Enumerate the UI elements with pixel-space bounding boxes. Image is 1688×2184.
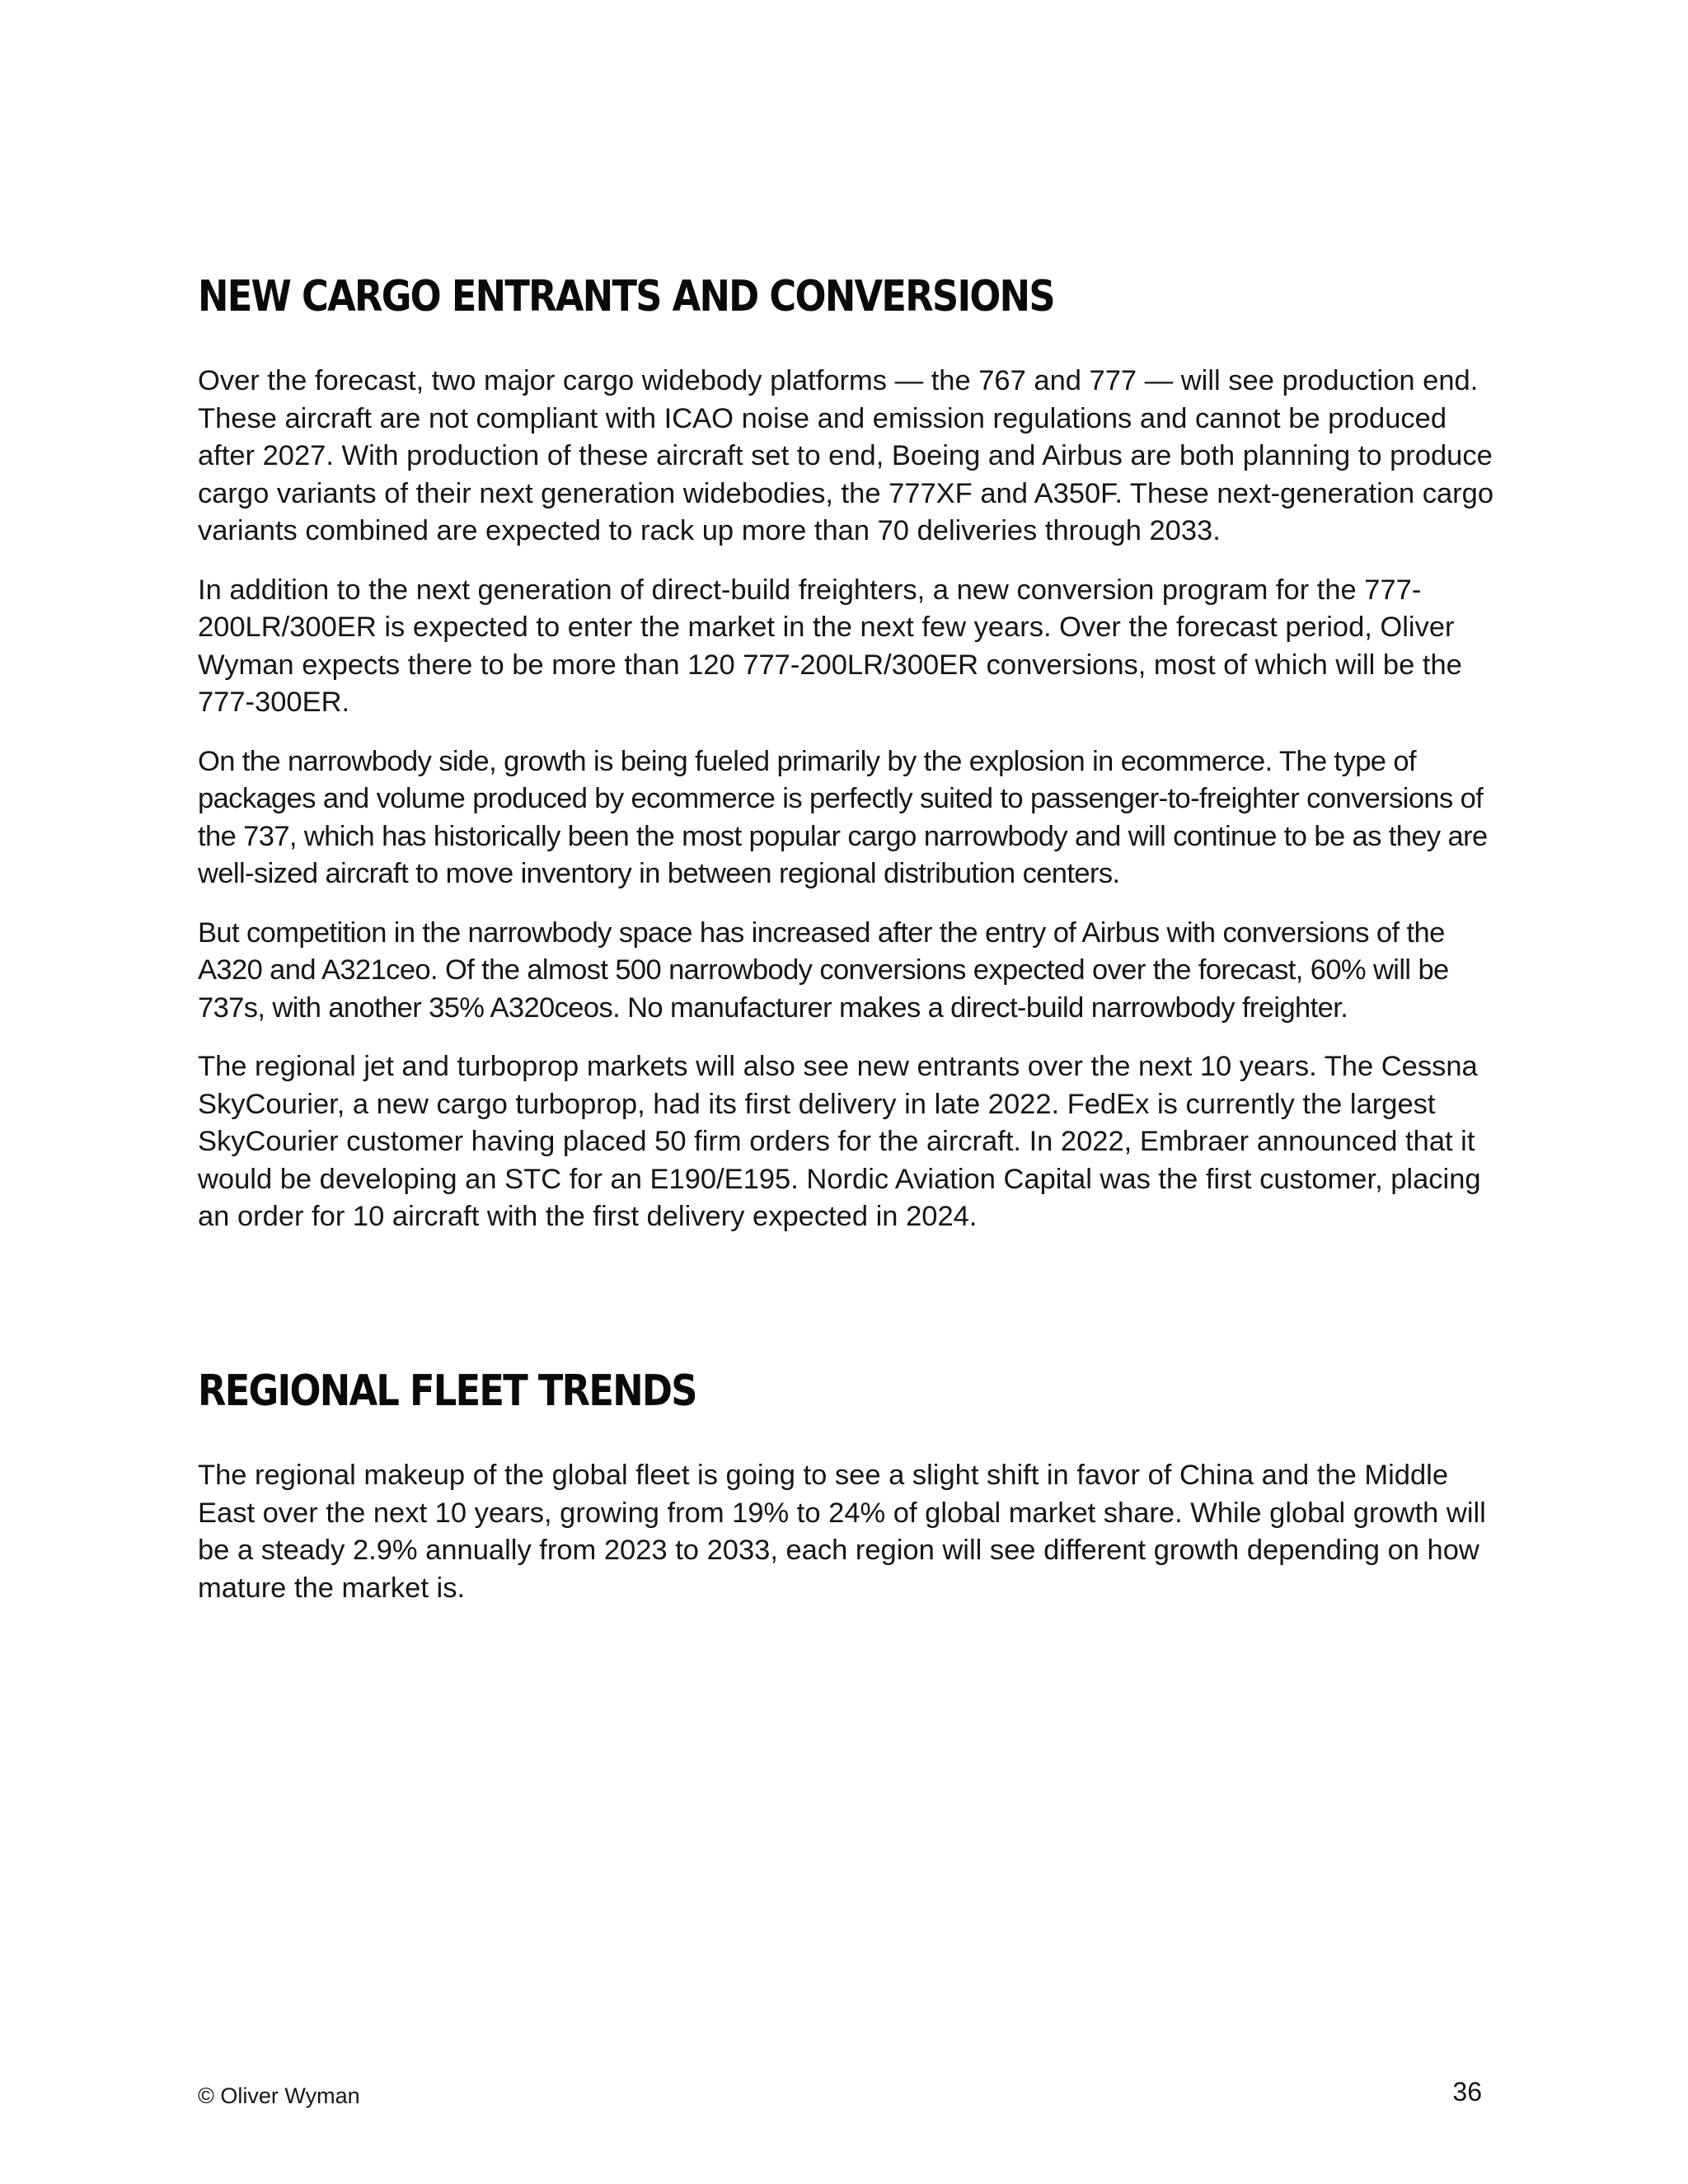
paragraph: But competition in the narrowbody space has increased after the entry of Airbus with conversions of the A320 and A321ceo. Of the almost 500 narrowbody conversions expected over the forecast, 60% will be 737s, with another 35% A320ceos. No manufacturer makes a direct-build narrowbody freighter.: [198, 916, 1449, 1024]
footer-copyright: © Oliver Wyman: [198, 2083, 360, 2108]
section-heading-regional-fleet-trends: REGIONAL FLEET TRENDS: [198, 1366, 696, 1416]
page-number: 36: [1452, 2077, 1482, 2107]
paragraph: In addition to the next generation of direct-build freighters, a new conversion program for the 777-200LR/300ER is expected to enter the market in the next few years. Over the forecast period, Oliver Wyman expects there to be more than 120 777-200LR/300ER conversions, most of which will be the 777-300ER.: [198, 574, 1462, 718]
paragraph: Over the forecast, two major cargo widebody platforms — the 767 and 777 — will see production end. These aircraft are not compliant with ICAO noise and emission regulations and cannot be produced after 2027. With production of these aircraft set to end, Boeing and Airbus are both planning to produce cargo variants of their next generation widebodies, the 777XF and A350F. These next-generation cargo variants combined are expected to rack up more than 70 deliveries through 2033.: [198, 365, 1494, 546]
paragraph: The regional jet and turboprop markets will also see new entrants over the next 10 years. The Cessna SkyCourier, a new cargo turboprop, had its first delivery in late 2022. FedEx is currently the largest SkyCourier customer having placed 50 firm orders for the aircraft. In 2022, Embraer announced that it would be developing an STC for an E190/E195. Nordic Aviation Capital was the first customer, placing an order for 10 aircraft with the first delivery expected in 2024.: [198, 1051, 1481, 1232]
paragraph: On the narrowbody side, growth is being fueled primarily by the explosion in ecommerce. The type of packages and volume produced by ecommerce is perfectly suited to passenger-to-freighter conversions of the 737, which has historically been the most popular cargo narrowbody and will continue to be as they are well-sized aircraft to move inventory in between regional distribution centers.: [198, 745, 1488, 889]
section-new-cargo-entrants-body: [198, 363, 1496, 1258]
section-heading-new-cargo-entrants: NEW CARGO ENTRANTS AND CONVERSIONS: [198, 272, 1054, 321]
paragraph: The regional makeup of the global fleet is going to see a slight shift in favor of China and the Middle East over the next 10 years, growing from 19% to 24% of global market share. While global growth will be a steady 2.9% annually from 2023 to 2033, each region will see different growth depending on how mature the market is.: [198, 1460, 1486, 1604]
section-regional-fleet-trends-body: [198, 1457, 1496, 1629]
